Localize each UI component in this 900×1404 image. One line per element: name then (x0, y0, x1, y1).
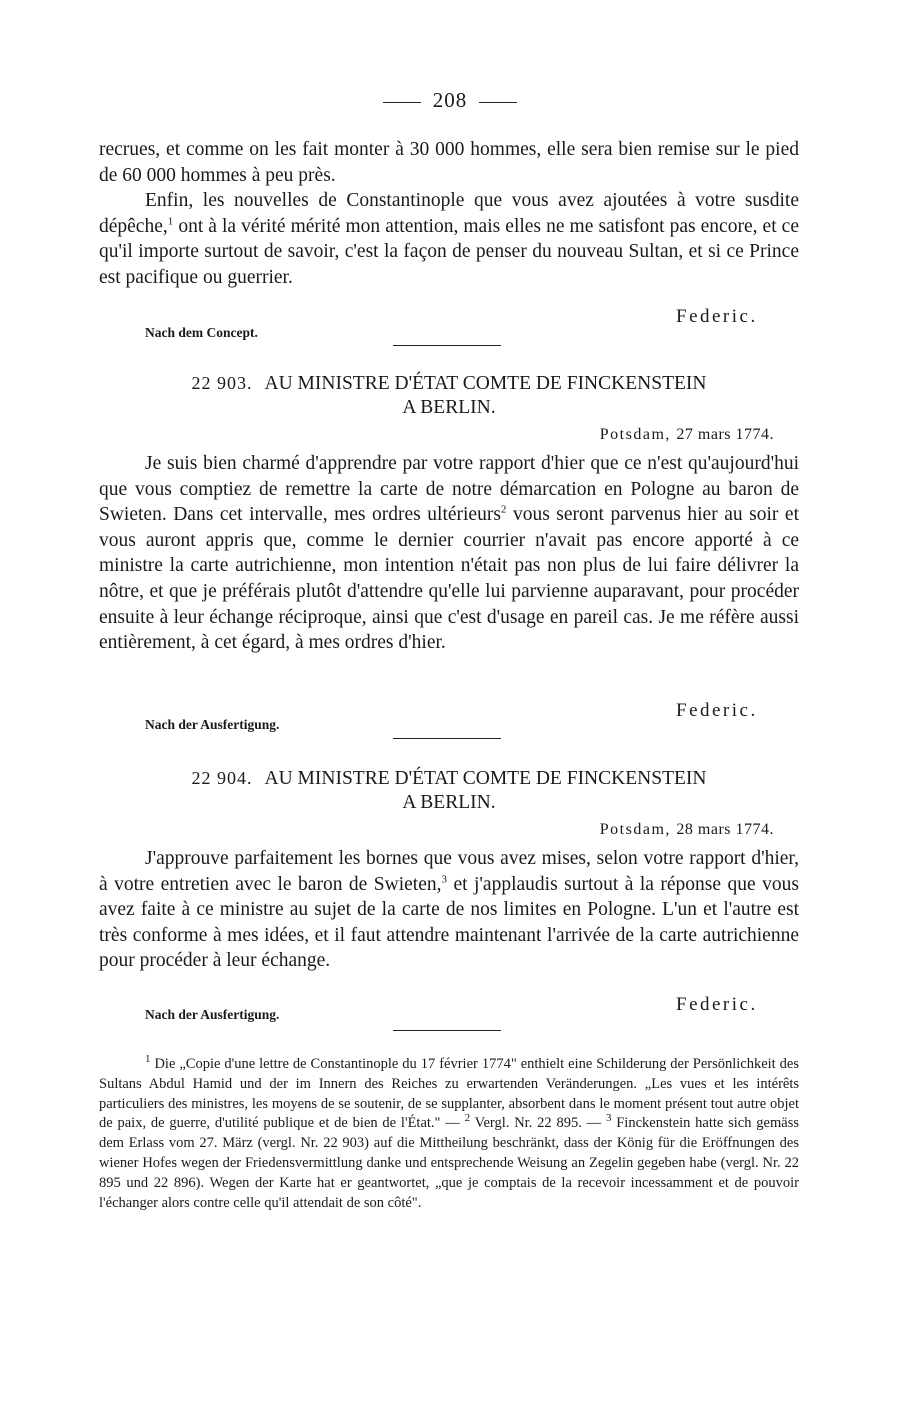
letter-body (99, 846, 799, 974)
footnotes (99, 1055, 799, 1213)
footnote-mark-1: 1 (145, 1053, 151, 1066)
signature: Federic. (676, 994, 758, 1015)
section-divider (393, 1030, 501, 1031)
footnote-mark-3: 3 (605, 1112, 612, 1125)
top-paragraph-text-2b: ont à la vérité mérité mon attention, mais elles ne me satisfont pas encore, et ce qu'il importe surtout de savoir, c'est la façon de penser du nouveau Sultan, et si ce Prince est pacifique ou guerrier. (99, 215, 799, 288)
letter-body-text-a: Je suis bien charmé d'apprendre par votre rapport d'hier que ce n'est qu'aujourd'hui que vous comptiez de remettre la carte de notre démarcation en Pologne au baron de Swieten. Dans cet intervalle, mes ordres ultérieurs (99, 453, 799, 526)
letter-body-text-b: vous seront parvenus hier au soir et vous auront appris que, comme le dernier courrier n'avait pas encore apporté à ce ministre la carte autrichienne, mon intention n'était pas non plus de lui faire délivrer la nôtre, et que je préférais plutôt d'attendre qu'elle lui parvienne auparavant, pour procéder ensuite à leur échange réciproque, ainsi que c'est d'usage en pareil cas. Je me réfère aussi entièrement, à cet égard, à mes ordres d'hier. (99, 504, 799, 654)
letter-heading (99, 371, 799, 420)
place-date (600, 821, 774, 839)
signature: Federic. (676, 700, 758, 721)
letter-body-text-b: et j'applaudis surtout à la réponse que vous avez faite à ce ministre au sujet de la carte de nos limites en Pologne. L'un et l'autre est très conforme à mes idées, et il faut attendre maintenant l'arrivée de la carte autrichienne pour procéder à leur échange. (99, 873, 799, 972)
page-number-rule-right (479, 102, 517, 103)
letter-body-text (99, 846, 799, 974)
section-divider (393, 738, 501, 739)
top-paragraph-text-2a: Enfin, les nouvelles de Constantinople que vous avez ajoutées à votre susdite dépêche, (99, 190, 799, 237)
footnote-ref-2: 2 (500, 503, 507, 516)
letter-body-text (99, 451, 799, 656)
source-note: Nach dem Concept. (145, 325, 258, 340)
footnote-1: Die „Copie d'une lettre de Constantinople du 17 février 1774" enthielt eine Schilderung der Persönlichkeit des Sultans Abdul Hamid und der im Innern des Reiches zu erwartenden Veränderungen. „Les vues et les intérêts particuliers des ministres, les moyens de se soutenir, de se supplanter, absorbent dans le moment présent tout autre objet de paix, de guerre, d'utilité publique et de bien de l'État." — (99, 1056, 799, 1132)
source-note: Nach der Ausfertigung. (145, 717, 280, 732)
letter-number: 22 903. (191, 373, 253, 393)
page-number-rule-left (383, 102, 421, 103)
letter-body (99, 451, 799, 656)
letter-addressee: AU MINISTRE D'ÉTAT COMTE DE FINCKENSTEIN (264, 373, 707, 394)
letter-heading-line-1 (99, 766, 799, 791)
place: Potsdam, (599, 821, 671, 838)
footnote-block (99, 1055, 799, 1213)
footnote-ref-1: 1 (167, 215, 174, 228)
place: Potsdam, (599, 426, 671, 443)
date: 28 mars 1774. (676, 821, 774, 838)
footnote-3: Finckenstein hatte sich gemäss dem Erlass vom 27. März (vergl. Nr. 22 903) auf die Mittheilung beschränkt, dass der König für die Eröffnungen des wiener Hofes wegen der Friedensvermittlung danke und entsprechende Weisung an Zegelin gegeben habe (vergl. Nr. 22 895 und 22 896). Wegen der Karte hat er geantwortet, „que je comptais de la recevoir incessamment et de pouvoir l'échanger alors contre celle qu'il attendait de son côté". (99, 1115, 799, 1211)
place-date (600, 426, 774, 444)
letter-heading-line-2: A BERLIN. (402, 792, 496, 813)
letter-body-text-a: J'approuve parfaitement les bornes que vous avez mises, selon votre rapport d'hier, à votre entretien avec le baron de Swieten, (99, 848, 799, 895)
letter-heading-line-2: A BERLIN. (402, 397, 496, 418)
top-paragraph (99, 137, 799, 291)
date: 27 mars 1774. (676, 426, 774, 443)
page-number: 208 (432, 88, 468, 112)
source-note: Nach der Ausfertigung. (145, 1007, 280, 1022)
top-paragraph-text-2 (99, 188, 799, 290)
letter-heading-line-1 (99, 371, 799, 396)
letter-heading (99, 766, 799, 815)
signature: Federic. (676, 306, 758, 327)
page-number-header (0, 88, 900, 113)
footnote-mark-2: 2 (464, 1112, 471, 1125)
top-paragraph-text-1: recrues, et comme on les fait monter à 30 000 hommes, elle sera bien remise sur le pied de 60 000 hommes à peu près. (99, 139, 799, 186)
letter-addressee: AU MINISTRE D'ÉTAT COMTE DE FINCKENSTEIN (264, 768, 707, 789)
letter-number: 22 904. (191, 768, 253, 788)
section-divider (393, 345, 501, 346)
footnote-ref-3: 3 (441, 873, 447, 886)
footnote-2: Vergl. Nr. 22 895. — (470, 1115, 606, 1132)
